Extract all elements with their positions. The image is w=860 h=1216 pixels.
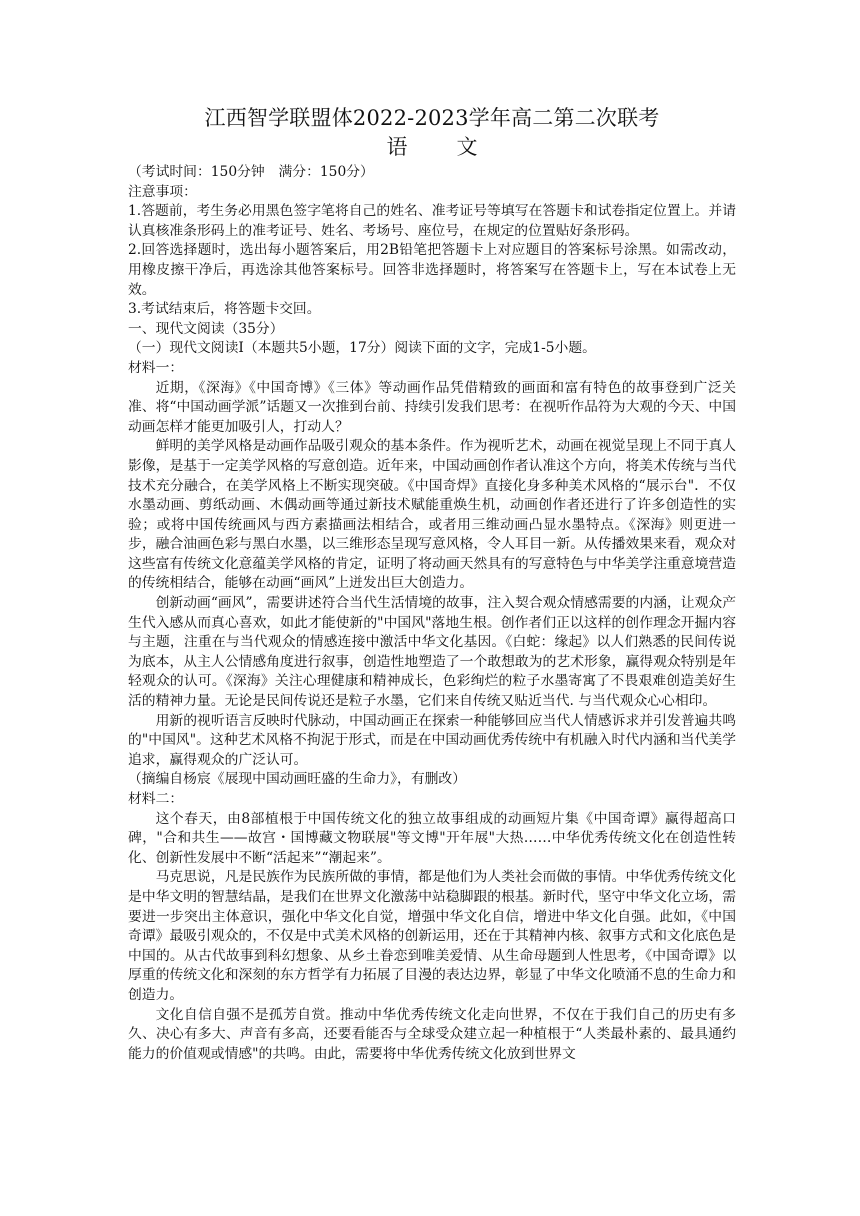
material-2-paragraph: 马克思说，凡是民族作为民族所做的事情，都是他们为人类社会而做的事情。中华优秀传统文化是中华文明的智慧结晶，是我们在世界文化激荡中站稳脚跟的根基。新时代，坚守中华文化立场，需要进一步突出主体意识，强化中华文化自觉，增强中华文化自信，增进中华文化自强。此如，《中国奇谭》最吸引观众的，不仅是中式美术风格的创新运用，还在于其精神内核、叙事方式和文化底色是中国的。从古代故事到科幻想象、从乡土眷恋到唯美爱情、从生命母题到人性思考，《中国奇谭》以厚重的传统文化和深刻的东方哲学有力拓展了目漫的表达边界，彰显了中华文化喷涌不息的生命力和创造力。: [128, 869, 736, 1003]
material-1-paragraph: 鲜明的美学风格是动画作品吸引观众的基本条件。作为视听艺术，动画在视觉呈现上不同于真人影像，是基于一定美学风格的写意创造。近年来，中国动画创作者认准这个方向，将美术传统与当代技术充分融合，在美学风格上不断实现突破。《中国奇焊》直接化身多种美术风格的“展示台"．不仅水墨动画、剪纸动画、木偶动画等通过新技术赋能重焕生机，动画创作者还进行了许多创造性的实验；或将中国传统画风与西方素描画法相结合，或者用三维动画凸显水墨特点。《深海》则更进一步，融合油画色彩与黑白水墨，以三维形态呈现写意风格，令人耳目一新。从传播效果来看，观众对这些富有传统文化意蕴美学风格的肯定，证明了将动画天然具有的写意特色与中华美学注重意境营造的传统相结合，能够在动画“画风”上迸发出巨大创造力。: [128, 438, 736, 592]
material-1-paragraph: 创新动画“画风”，需要讲述符合当代生活情境的故事，注入契合观众情感需要的内涵，让观众产生代入感从而真心喜欢，如此才能使新的"中国风"落地生根。创作者们正以这样的创作理念开掘内容与主题，注重在与当代观众的情感连接中激活中华文化基因。《白蛇：缘起》以人们熟悉的民间传说为底本，从主人公情感角度进行叙事，创造性地塑造了一个敢想敢为的艺术形象，赢得观众特别是年轻观众的认可。《深海》关注心理健康和精神成长，色彩绚烂的粒子水墨寄寓了不畏艰难创造美好生活的精神力量。无论是民间传说还是粒子水墨，它们来自传统又贴近当代. 与当代观众心心相印。: [128, 595, 736, 710]
exam-body: [128, 163, 736, 1064]
subject-title: 语 文: [386, 135, 492, 159]
notes-heading: 注意事项：: [128, 183, 197, 200]
material-1-paragraph: 用新的视听语言反映时代脉动，中国动画正在探索一种能够回应当代人情感诉求并引发普遍共鸣的"中国风"。这种艺术风格不拘泥于形式，而是在中国动画优秀传统中有机融入时代内涵和当代美学追求，赢得观众的广泛认可。: [128, 712, 736, 768]
section-heading: 一、现代文阅读（35分）: [128, 320, 284, 337]
material-1-label: 材料一：: [128, 359, 184, 376]
section-sub-heading: （一）现代文阅读Ⅰ（本题共5小题，17分）阅读下面的文字，完成1-5小题。: [128, 340, 596, 357]
material-1-paragraph: 近期，《深海》《中国奇博》《三体》等动画作品凭借精致的画面和富有特色的故事登到广泛关准、将“中国动画学派”话题又一次推到台前、持续引发我们思考：在视听作品符为大观的今天、中国动画怎样才能更加吸引人，打动人？: [128, 379, 736, 435]
exam-title: 江西智学联盟体2022-2023学年高二第二次联考: [204, 106, 660, 130]
exam-page: [128, 103, 736, 1064]
exam-time-info: （考试时间：150分钟 满分：150分）: [128, 164, 374, 180]
material-2-label: 材料二：: [128, 791, 184, 807]
material-2-paragraph: 文化自信自强不是孤芳自赏。推动中华优秀传统文化走向世界，不仅在于我们自己的历史有多久、决心有多大、声音有多高，还要看能否与全球受众建立起一种植根于“人类最朴素的、最具通约能力的价值观或情感"的共鸣。由此，需要将中华优秀传统文化放到世界文: [128, 1006, 736, 1062]
note-item-1: 1.答题前，考生务必用黑色签字笔将自己的姓名、准考证号等填写在答题卡和试卷指定位置上。并请认真核准条形码上的准考证号、姓名、考场号、座位号，在规定的位置贴好条形码。: [128, 203, 736, 239]
note-item-3: 3.考试结束后，将答题卡交回。: [128, 301, 321, 318]
material-2-paragraph: 这个春天，由8部植根于中国传统文化的独立故事组成的动画短片集《中国奇谭》赢得超高口碑，"合和共生——故宫・国博藏文物联展"等文博"开年展"大热……中华优秀传统文化在创造性转化、创新性发展中不断“活起来”“潮起来”。: [128, 810, 736, 866]
material-1-source: （摘编自杨宸《展现中国动画旺盛的生命力》，有删改）: [128, 771, 467, 788]
note-item-2: 2.回答选择题时，选出每小题答案后，用2B铅笔把答题卡上对应题目的答案标号涂黑。如需改动，用橡皮擦干净后，再选涂其他答案标号。回答非选择题时，将答案写在答题卡上，写在本试卷上无效。: [128, 242, 736, 298]
